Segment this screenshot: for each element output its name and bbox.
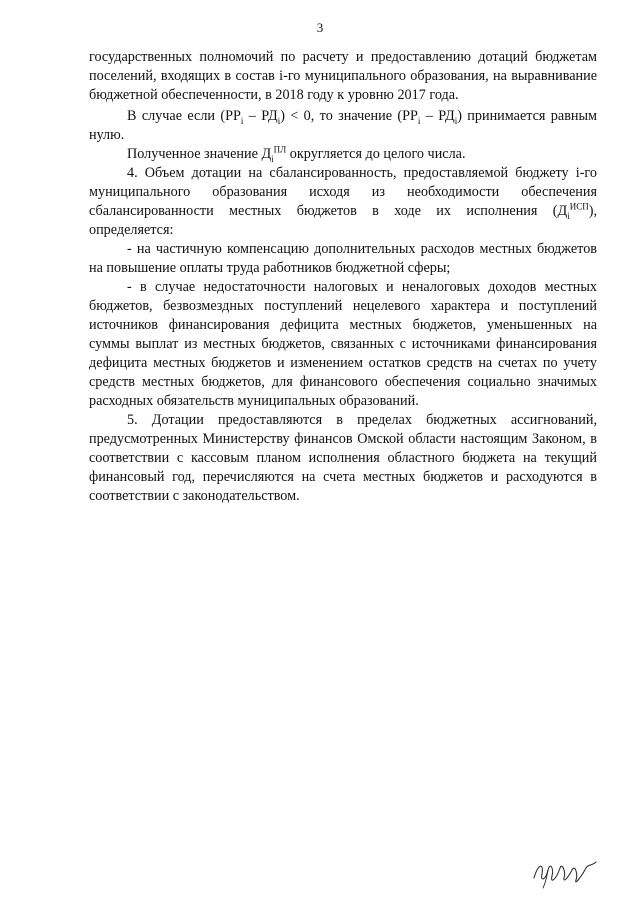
paragraph-negative-condition: В случае если $(РР_i - РД_i) < 0$, то значение $(РР_i - РД_i)$ принимается равным нулю. (89, 108, 597, 143)
handwritten-signature (530, 850, 600, 890)
paragraph-continuation: государственных полномочий по расчету и предоставлению дотаций бюджетам поселений, входящих в состав i-го муниципального образования, на выравнивание бюджетной обеспеченности, в 2018 году к уровню 2017 года. (89, 49, 597, 103)
document-body (89, 48, 597, 506)
paragraph-item-4: 4. Объем дотации на сбалансированность, предоставляемой бюджету i-го муниципального образования исходя из необходимости обеспечения сбалансированности местных бюджетов в ходе их исполнения $(Д_i^{ИСП})$, определяется: (89, 165, 597, 238)
paragraph-item-5: 5. Дотации предоставляются в пределах бюджетных ассигнований, предусмотренных Министерству финансов Омской области настоящим Законом, в соответствии с кассовым планом исполнения областного бюджета на текущий финансовый год, перечисляются на счета местных бюджетов и расходуются в соответствии с законодательством. (89, 412, 597, 504)
page-number: 3 (316, 20, 324, 35)
paragraph-rounding: Полученное значение $Д_i^{ПЛ}$ округляется до целого числа. (127, 144, 466, 164)
paragraph-bullet-insufficiency: - в случае недостаточности налоговых и неналоговых доходов местных бюджетов, безвозмездных поступлений нецелевого характера и поступлений источников финансирования дефицита местных бюджетов, уменьшенных на суммы выплат из местных бюджетов, связанных с источниками финансирования дефицита местных бюджетов и изменением остатков средств на счетах по учету средств местных бюджетов, для финансового обеспечения социально значимых расходных обязательств муниципальных образований. (89, 279, 597, 409)
paragraph-bullet-compensation: - на частичную компенсацию дополнительных расходов местных бюджетов на повышение оплаты труда работников бюджетной сферы; (89, 241, 597, 276)
